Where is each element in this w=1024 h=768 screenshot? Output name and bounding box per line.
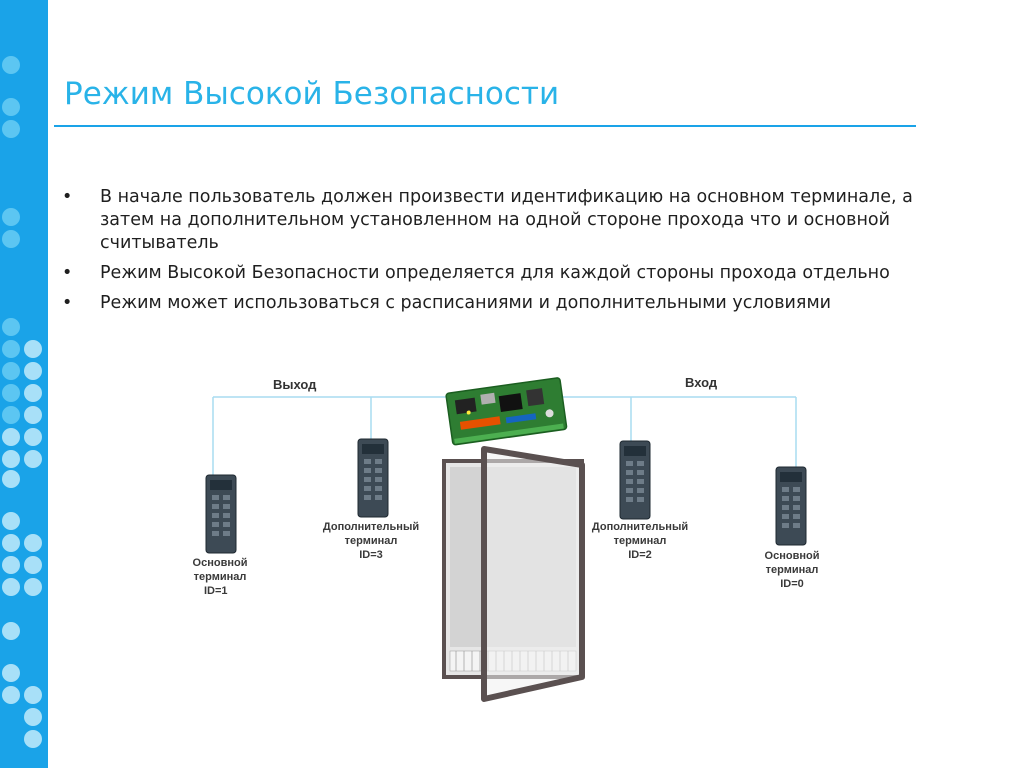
decor-dot bbox=[24, 406, 42, 424]
terminal-label-line: Дополнительный bbox=[591, 521, 689, 533]
bullet-list bbox=[62, 186, 962, 322]
bullet-text: В начале пользователь должен произвести идентификацию на основном терминале, а затем на дополнительном установленном на одной стороне прохода что и основной считыватель bbox=[100, 187, 913, 253]
access-diagram bbox=[150, 365, 870, 705]
terminal-label-line: Основной bbox=[192, 557, 248, 569]
decor-dot bbox=[2, 428, 20, 446]
terminal-label-id0 bbox=[732, 549, 852, 591]
title-underline bbox=[54, 125, 916, 127]
left-decorative-band bbox=[0, 0, 48, 768]
keypad-terminal-icon bbox=[206, 475, 236, 553]
slide-title: Режим Высокой Безопасности bbox=[64, 76, 560, 112]
terminal-label-line: ID=3 bbox=[359, 549, 383, 561]
decor-dot bbox=[24, 534, 42, 552]
bullet-dot: • bbox=[62, 263, 73, 283]
bullet-text: Режим Высокой Безопасности определяется для каждой стороны прохода отдельно bbox=[100, 263, 890, 283]
terminal-label-line: терминал bbox=[613, 535, 667, 547]
terminal-label-id3 bbox=[311, 520, 431, 562]
entry-label: Вход bbox=[685, 375, 718, 390]
decor-dot bbox=[2, 318, 20, 336]
bullet-dot: • bbox=[62, 293, 73, 313]
decor-dot bbox=[2, 686, 20, 704]
decor-dot bbox=[24, 340, 42, 358]
decor-dot bbox=[2, 56, 20, 74]
decor-dot bbox=[24, 362, 42, 380]
decor-dot bbox=[24, 450, 42, 468]
terminal-label-line: ID=0 bbox=[780, 578, 804, 590]
decor-dot bbox=[2, 230, 20, 248]
bullet-item bbox=[62, 292, 962, 315]
decor-dot bbox=[2, 208, 20, 226]
decor-dot bbox=[24, 686, 42, 704]
terminal-label-line: Основной bbox=[764, 550, 820, 562]
decor-dot bbox=[2, 362, 20, 380]
terminal-label-line: ID=1 bbox=[204, 585, 228, 597]
terminal-label-id2 bbox=[580, 520, 700, 562]
bullet-item bbox=[62, 262, 962, 285]
decor-dot bbox=[2, 512, 20, 530]
bullet-item bbox=[62, 186, 962, 255]
terminal-label-line: ID=2 bbox=[628, 549, 652, 561]
terminal-label-line: терминал bbox=[193, 571, 247, 583]
decor-dot bbox=[2, 406, 20, 424]
decor-dot bbox=[2, 664, 20, 682]
decor-dot bbox=[2, 556, 20, 574]
decor-dot bbox=[2, 98, 20, 116]
bullet-dot: • bbox=[62, 187, 73, 207]
exit-label: Выход bbox=[273, 377, 317, 392]
decor-dot bbox=[2, 578, 20, 596]
keypad-terminal-icon bbox=[358, 439, 388, 517]
decor-dot bbox=[24, 578, 42, 596]
decor-dot bbox=[2, 534, 20, 552]
decor-dot bbox=[24, 556, 42, 574]
decor-dot bbox=[2, 384, 20, 402]
decor-dot bbox=[24, 730, 42, 748]
bullet-text: Режим может использоваться с расписаниями и дополнительными условиями bbox=[100, 293, 832, 313]
decor-dot bbox=[2, 450, 20, 468]
decor-dot bbox=[2, 340, 20, 358]
decor-dot bbox=[2, 120, 20, 138]
decor-dot bbox=[24, 384, 42, 402]
terminal-label-line: Дополнительный bbox=[322, 521, 420, 533]
decor-dot bbox=[2, 470, 20, 488]
keypad-terminal-icon bbox=[776, 467, 806, 545]
terminal-label-line: терминал bbox=[765, 564, 819, 576]
terminal-label-id1 bbox=[160, 556, 280, 598]
terminal-label-line: терминал bbox=[344, 535, 398, 547]
decor-dot bbox=[24, 708, 42, 726]
decor-dot bbox=[24, 428, 42, 446]
keypad-terminal-icon bbox=[620, 441, 650, 519]
decor-dot bbox=[2, 622, 20, 640]
terminals-graphics bbox=[150, 365, 870, 705]
